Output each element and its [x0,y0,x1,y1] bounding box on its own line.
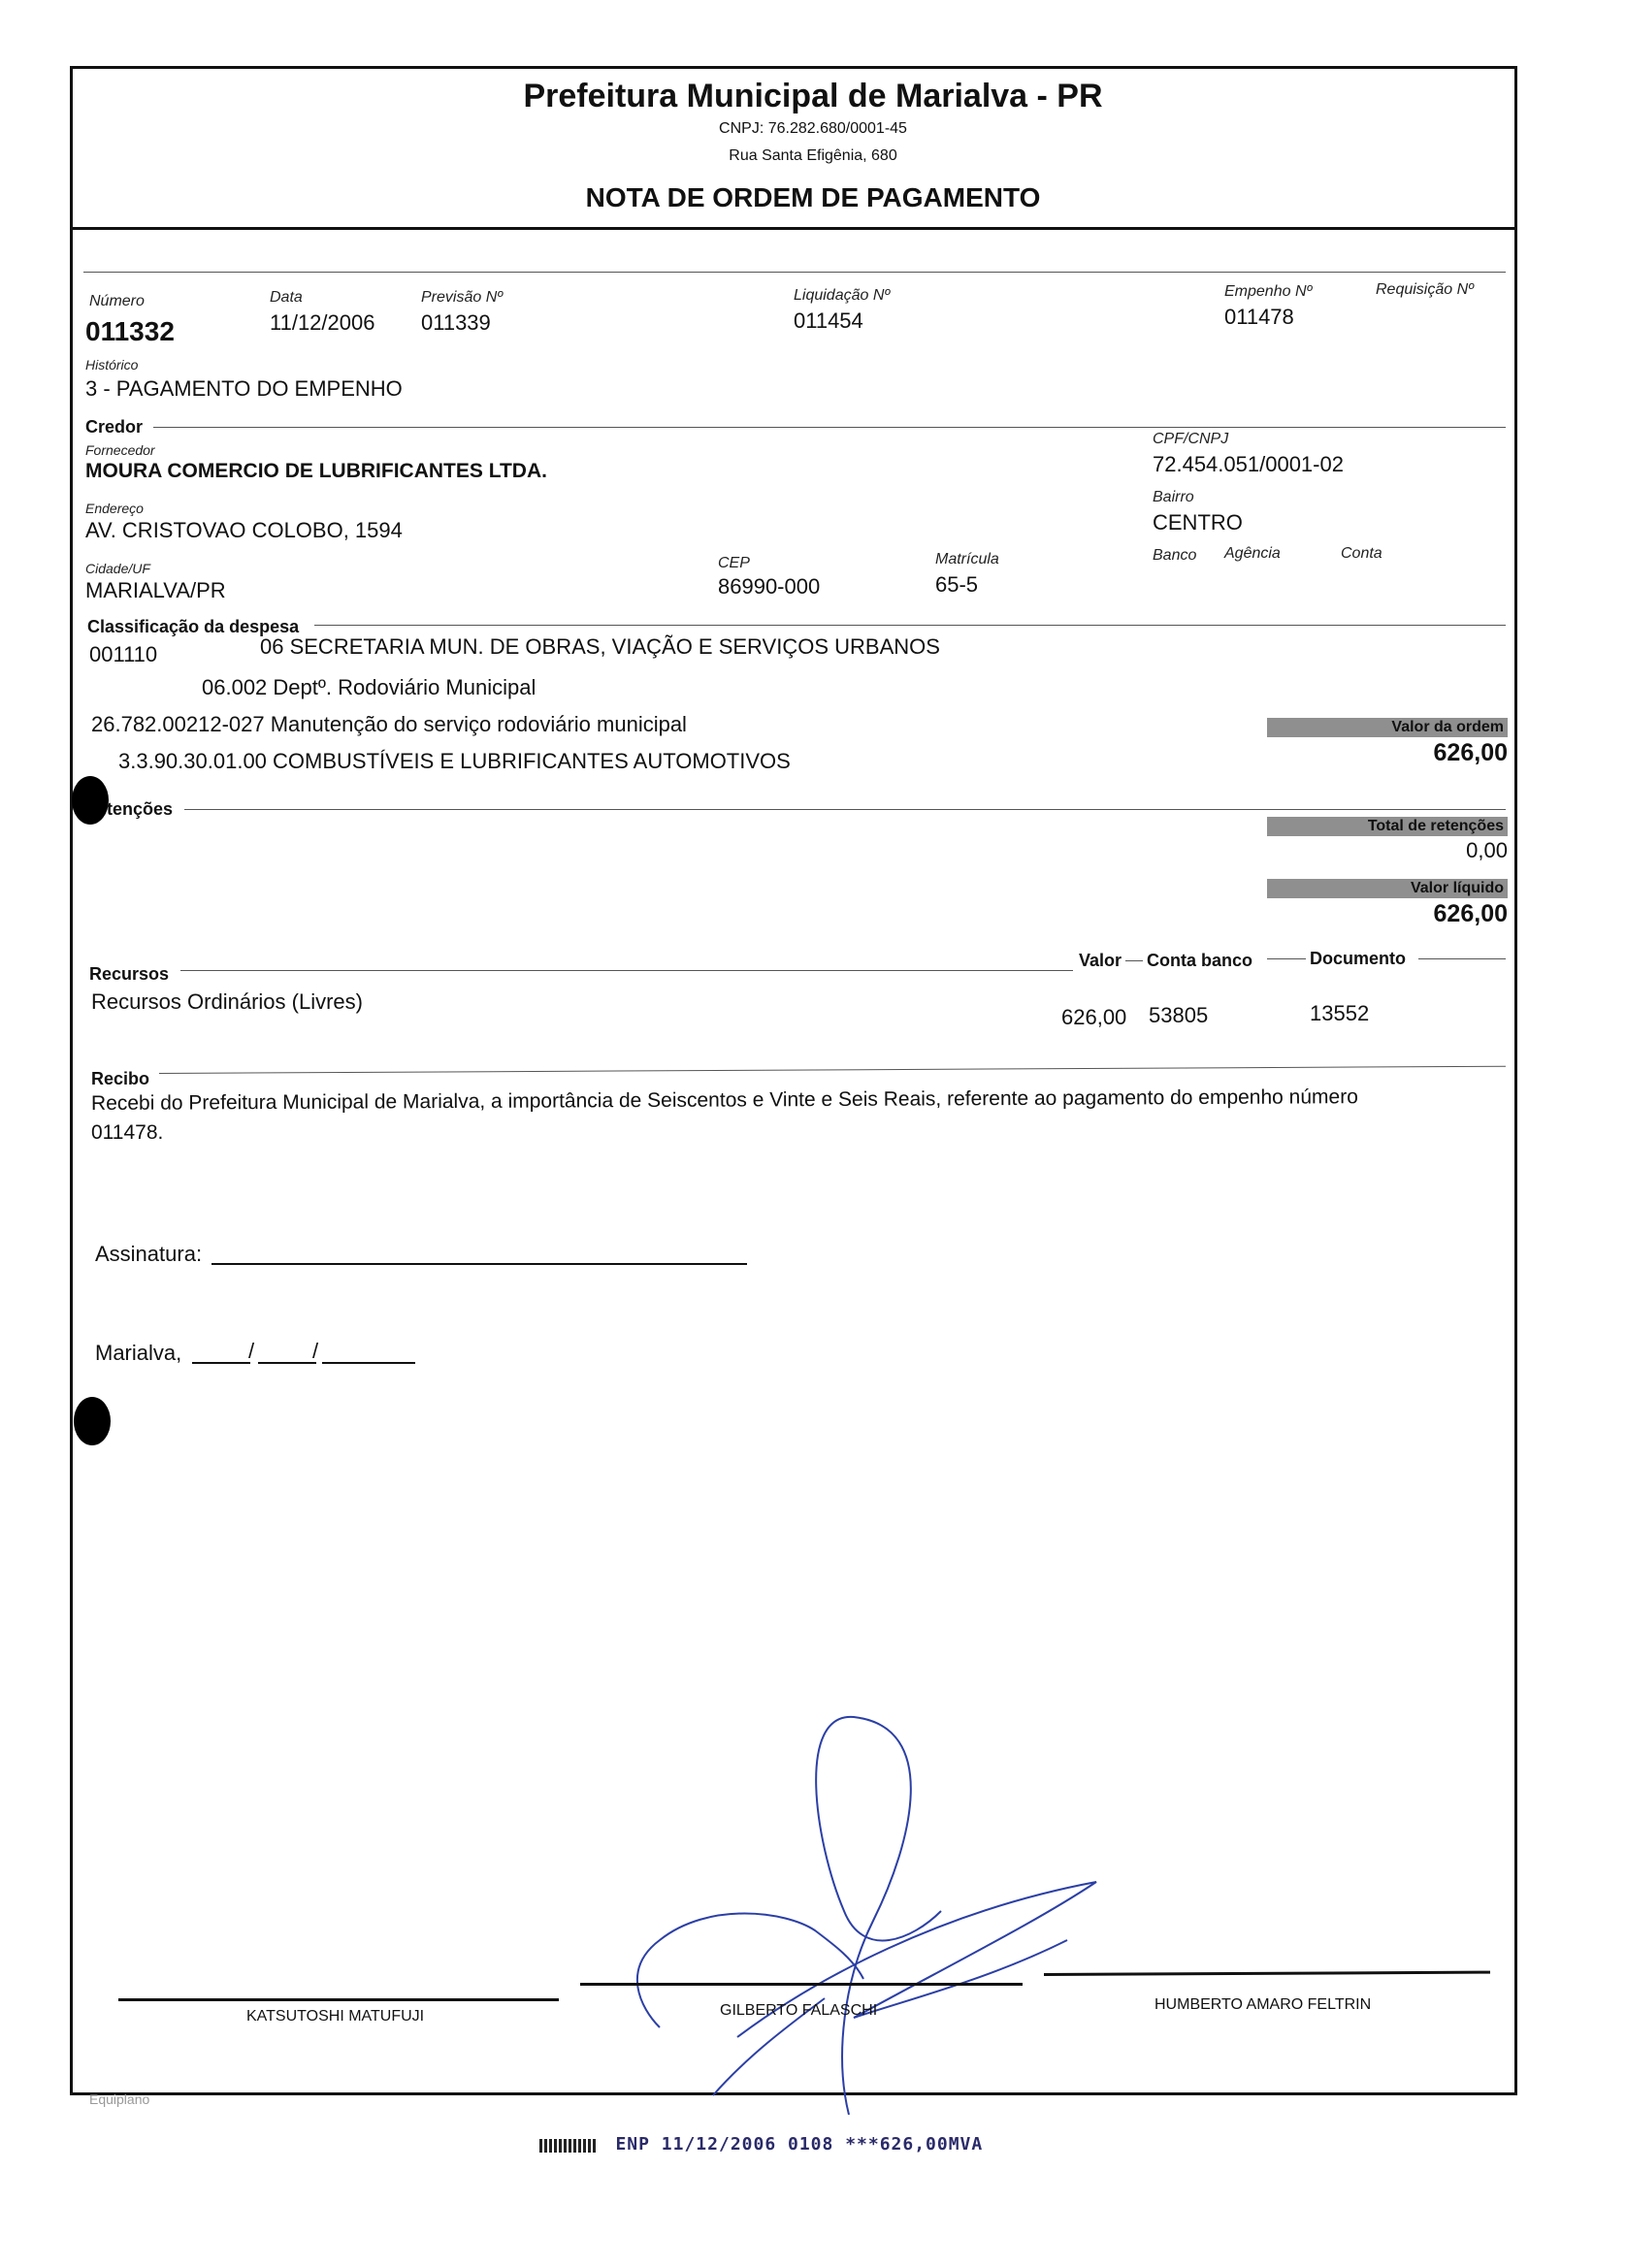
signature-line-1 [118,1998,559,2001]
signature-name-3: HUMBERTO AMARO FELTRIN [1154,1996,1372,2013]
classificacao-line [314,625,1506,626]
liquidacao-value: 011454 [794,308,863,333]
recursos-valor: 626,00 [1061,1005,1127,1029]
payment-stamp [539,2134,983,2155]
credor-line [153,427,1506,428]
signature-scribble [621,1688,1145,2115]
valor-ordem-label: Valor da ordem [1267,718,1508,737]
classificacao-line-3: 26.782.00212-027 Manutenção do serviço rodoviário municipal [91,712,687,736]
assinatura-line[interactable] [211,1263,747,1265]
numero-label: Número [89,293,145,309]
recursos-line-3 [1267,958,1306,959]
cep-label: CEP [718,555,750,571]
recibo-text-1: Recebi do Prefeitura Municipal de Marialva, a importância de Seiscentos e Vinte e Seis Reais, referente ao pagamento do empenho número [90,1085,1358,1115]
recursos-conta: 53805 [1149,1003,1209,1027]
historico-value: 3 - PAGAMENTO DO EMPENHO [85,376,403,401]
assinatura-label: Assinatura: [95,1242,203,1266]
recursos-documento-label: Documento [1310,949,1406,968]
signature-line-2 [580,1983,1023,1986]
recibo-text-2: 011478. [91,1121,164,1144]
recibo-section: Recibo [91,1069,150,1088]
total-retencoes-value: 0,00 [1466,838,1508,862]
matricula-label: Matrícula [935,551,999,567]
fornecedor-value: MOURA COMERCIO DE LUBRIFICANTES LTDA. [85,460,547,482]
classificacao-line-2: 06.002 Deptº. Rodoviário Municipal [202,675,537,699]
requisicao-label: Requisição Nº [1376,281,1474,298]
numero-value: 011332 [85,316,175,346]
signature-name-2: GILBERTO FALASCHI [720,2002,878,2019]
historico-label: Histórico [85,357,139,373]
address-line: Rua Santa Efigênia, 680 [729,147,897,164]
recursos-valor-label: Valor [1079,951,1122,970]
endereco-value: AV. CRISTOVAO COLOBO, 1594 [85,518,403,542]
page-title: Prefeitura Municipal de Marialva - PR [523,78,1103,114]
date-line-year[interactable] [322,1362,415,1364]
header-divider [70,227,1517,230]
punch-hole-top [72,776,109,825]
date-slash-1: / [248,1339,255,1363]
classificacao-line-1: 06 SECRETARIA MUN. DE OBRAS, VIAÇÃO E SERVIÇOS URBANOS [260,634,940,659]
classificacao-code: 001110 [89,642,158,666]
valor-liquido-label: Valor líquido [1267,879,1508,898]
fornecedor-label: Fornecedor [85,442,155,458]
data-value: 11/12/2006 [270,310,375,335]
recursos-descricao: Recursos Ordinários (Livres) [91,989,363,1014]
recursos-line-4 [1418,958,1506,959]
signature-name-1: KATSUTOSHI MATUFUJI [246,2008,425,2025]
ident-top-line [83,272,1506,273]
stamp-text: ENP 11/12/2006 0108 ***626,00MVA [615,2134,984,2155]
date-slash-2: / [312,1339,319,1363]
recursos-section: Recursos [89,964,170,984]
software-label: Equiplano [89,2091,150,2107]
recursos-line-2 [1125,960,1143,961]
cidade-value: MARIALVA/PR [85,578,226,602]
cpf-value: 72.454.051/0001-02 [1153,452,1344,476]
classificacao-section: Classificação da despesa [87,617,300,636]
recursos-documento: 13552 [1310,1001,1370,1025]
cpf-label: CPF/CNPJ [1153,431,1229,447]
barcode-icon [539,2139,596,2153]
document-title: NOTA DE ORDEM DE PAGAMENTO [585,182,1041,212]
banco-label: Banco [1153,547,1197,564]
recursos-conta-label: Conta banco [1147,951,1253,970]
conta-label: Conta [1341,545,1382,562]
empenho-value: 011478 [1224,305,1294,329]
retencoes-section: tenções [107,799,174,819]
total-retencoes-label: Total de retenções [1267,817,1508,836]
previsao-value: 011339 [421,310,491,335]
cidade-label: Cidade/UF [85,561,150,576]
endereco-label: Endereço [85,501,144,516]
valor-ordem-value: 626,00 [1433,739,1508,766]
punch-hole-bottom [74,1397,111,1445]
liquidacao-label: Liquidação Nº [794,287,891,304]
matricula-value: 65-5 [935,572,979,597]
agencia-label: Agência [1224,545,1281,562]
recursos-line [180,970,1073,971]
local-label: Marialva, [95,1341,182,1365]
classificacao-line-4: 3.3.90.30.01.00 COMBUSTÍVEIS E LUBRIFICANTES AUTOMOTIVOS [118,749,791,773]
cep-value: 86990-000 [718,574,821,599]
cnpj-line: CNPJ: 76.282.680/0001-45 [719,120,907,137]
data-label: Data [270,289,303,306]
credor-section: Credor [85,417,144,437]
valor-liquido-value: 626,00 [1433,900,1508,927]
empenho-label: Empenho Nº [1224,283,1313,300]
bairro-label: Bairro [1153,489,1194,505]
bairro-value: CENTRO [1153,510,1243,535]
retencoes-line [184,809,1506,810]
date-line-day[interactable] [192,1362,250,1364]
date-line-month[interactable] [258,1362,316,1364]
previsao-label: Previsão Nº [421,289,504,306]
